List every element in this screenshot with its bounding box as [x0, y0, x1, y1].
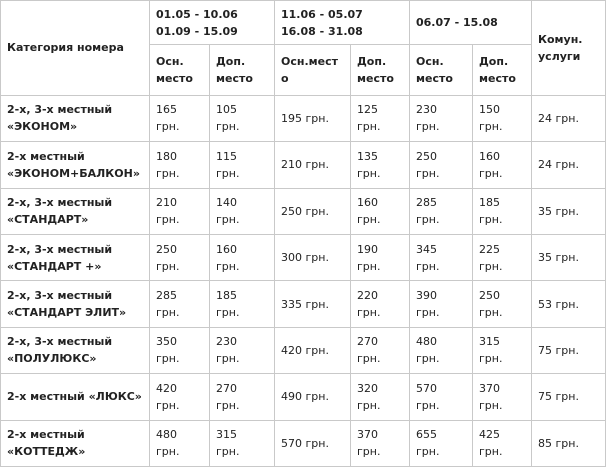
price-value: 115 [216, 149, 237, 163]
price-value: 210 грн. [281, 158, 329, 172]
price-value: 250 [479, 289, 500, 303]
p3-extra-header [473, 45, 532, 95]
p3-extra-header-line-1: Доп. [479, 55, 509, 69]
price-unit: грн. [156, 398, 180, 412]
category-line-2: «СТАНДАРТ» [7, 213, 89, 227]
price-unit: грн. [156, 352, 180, 366]
p3-main-cell [410, 374, 473, 420]
p2-extra-cell [351, 234, 410, 280]
price-unit: грн. [156, 166, 180, 180]
price-unit: грн. [156, 259, 180, 273]
category-line-2: «ЭКОНОМ» [7, 120, 78, 134]
p1-main-cell [150, 188, 210, 234]
price-value: 490 грн. [281, 390, 329, 404]
p3-main-cell [410, 95, 473, 141]
row-category [1, 420, 150, 466]
price-value: 195 грн. [281, 111, 329, 125]
row-category [1, 188, 150, 234]
utilities-value: 75 грн. [538, 390, 579, 404]
price-unit: грн. [357, 166, 381, 180]
category-header-label: Категория номера [7, 41, 124, 55]
p2-main-header [275, 45, 351, 95]
utilities-value: 24 грн. [538, 111, 579, 125]
p2-main-cell [275, 420, 351, 466]
p2-main-cell [275, 142, 351, 188]
p1-extra-header-line-1: Доп. [216, 55, 246, 69]
p1-main-header-line-2: место [156, 72, 193, 86]
price-unit: грн. [416, 166, 440, 180]
category-header [1, 1, 150, 96]
price-value: 655 [416, 428, 437, 442]
category-line-1: 2-х, 3-х местный [7, 242, 113, 256]
p1-main-cell [150, 281, 210, 327]
price-unit: грн. [357, 306, 381, 320]
price-unit: грн. [416, 259, 440, 273]
utilities-cell [532, 281, 606, 327]
price-unit: грн. [216, 120, 240, 134]
p3-main-cell [410, 142, 473, 188]
row-category [1, 327, 150, 373]
utilities-header-line-1: Комун. [538, 32, 583, 46]
category-line-1: 2-х, 3-х местный [7, 196, 113, 210]
row-category [1, 142, 150, 188]
price-unit: грн. [479, 166, 503, 180]
price-unit: грн. [479, 259, 503, 273]
p3-main-header [410, 45, 473, 95]
p3-extra-cell [473, 188, 532, 234]
utilities-value: 35 грн. [538, 251, 579, 265]
price-unit: грн. [216, 445, 240, 459]
price-value: 285 [416, 196, 437, 210]
utilities-value: 85 грн. [538, 436, 579, 450]
p3-main-header-line-1: Осн. [416, 55, 444, 69]
price-value: 420 [156, 381, 177, 395]
p2-extra-cell [351, 420, 410, 466]
price-unit: грн. [357, 120, 381, 134]
p3-main-cell [410, 188, 473, 234]
p2-main-cell [275, 281, 351, 327]
price-unit: грн. [357, 445, 381, 459]
price-value: 125 [357, 103, 378, 117]
p1-extra-cell [210, 374, 275, 420]
price-value: 315 [479, 335, 500, 349]
table-row [1, 234, 606, 280]
price-unit: грн. [479, 352, 503, 366]
category-line-1: 2-х, 3-х местный [7, 289, 113, 303]
utilities-value: 24 грн. [538, 158, 579, 172]
category-line-1: 2-х, 3-х местный [7, 335, 113, 349]
utilities-value: 53 грн. [538, 297, 579, 311]
price-unit: грн. [156, 120, 180, 134]
price-value: 270 [216, 381, 237, 395]
p2-extra-cell [351, 188, 410, 234]
price-value: 140 [216, 196, 237, 210]
utilities-cell [532, 374, 606, 420]
p2-extra-cell [351, 327, 410, 373]
category-line-2: «СТАНДАРТ +» [7, 259, 102, 273]
p3-extra-cell [473, 234, 532, 280]
price-value: 230 [216, 335, 237, 349]
table-row [1, 188, 606, 234]
category-line-2: «ПОЛУЛЮКС» [7, 352, 97, 366]
row-category [1, 234, 150, 280]
price-unit: грн. [416, 120, 440, 134]
period-2-header [275, 1, 410, 45]
price-unit: грн. [216, 306, 240, 320]
price-value: 345 [416, 242, 437, 256]
price-unit: грн. [416, 306, 440, 320]
utilities-value: 35 грн. [538, 204, 579, 218]
utilities-header-line-2: услуги [538, 49, 581, 63]
price-value: 390 [416, 289, 437, 303]
p2-extra-header-line-2: место [357, 72, 394, 86]
p2-main-cell [275, 374, 351, 420]
p2-extra-header-line-1: Доп. [357, 55, 387, 69]
category-line-1: 2-х местный [7, 149, 85, 163]
period-3-line-1: 06.07 - 15.08 [416, 16, 498, 30]
price-unit: грн. [479, 445, 503, 459]
price-value: 300 грн. [281, 251, 329, 265]
p2-extra-cell [351, 142, 410, 188]
utilities-cell [532, 188, 606, 234]
utilities-cell [532, 234, 606, 280]
price-value: 250 грн. [281, 204, 329, 218]
p2-extra-cell [351, 95, 410, 141]
price-value: 230 [416, 103, 437, 117]
period-2-line-2: 16.08 - 31.08 [281, 24, 363, 38]
p1-extra-cell [210, 234, 275, 280]
p1-extra-header [210, 45, 275, 95]
p3-extra-header-line-2: место [479, 72, 516, 86]
price-unit: грн. [479, 120, 503, 134]
category-line-1: 2-х местный [7, 428, 85, 442]
p2-main-header-line-1: Осн.место [281, 55, 338, 86]
price-value: 135 [357, 149, 378, 163]
period-1-line-1: 01.05 - 10.06 [156, 7, 238, 21]
table-row [1, 374, 606, 420]
category-line-2: «КОТТЕДЖ» [7, 445, 86, 459]
table-row [1, 327, 606, 373]
price-unit: грн. [479, 398, 503, 412]
price-unit: грн. [216, 398, 240, 412]
price-unit: грн. [416, 352, 440, 366]
p1-main-cell [150, 142, 210, 188]
p3-extra-cell [473, 281, 532, 327]
row-category [1, 95, 150, 141]
p1-extra-cell [210, 420, 275, 466]
utilities-cell [532, 142, 606, 188]
price-value: 425 [479, 428, 500, 442]
row-category [1, 281, 150, 327]
price-unit: грн. [216, 259, 240, 273]
price-unit: грн. [156, 306, 180, 320]
p1-extra-header-line-2: место [216, 72, 253, 86]
price-value: 420 грн. [281, 343, 329, 357]
p3-main-cell [410, 281, 473, 327]
price-value: 335 грн. [281, 297, 329, 311]
price-value: 160 [357, 196, 378, 210]
price-value: 370 [479, 381, 500, 395]
price-value: 320 [357, 381, 378, 395]
price-value: 190 [357, 242, 378, 256]
price-unit: грн. [357, 352, 381, 366]
price-value: 220 [357, 289, 378, 303]
p1-extra-cell [210, 142, 275, 188]
p1-extra-cell [210, 95, 275, 141]
p1-extra-cell [210, 188, 275, 234]
price-value: 570 грн. [281, 436, 329, 450]
p3-extra-cell [473, 95, 532, 141]
price-value: 105 [216, 103, 237, 117]
p3-extra-cell [473, 142, 532, 188]
p3-main-cell [410, 420, 473, 466]
period-2-line-1: 11.06 - 05.07 [281, 7, 363, 21]
price-value: 225 [479, 242, 500, 256]
p3-extra-cell [473, 327, 532, 373]
price-unit: грн. [216, 213, 240, 227]
p2-extra-header [351, 45, 410, 95]
price-unit: грн. [416, 398, 440, 412]
utilities-value: 75 грн. [538, 343, 579, 357]
utilities-cell [532, 420, 606, 466]
p2-extra-cell [351, 281, 410, 327]
table-row [1, 95, 606, 141]
p3-main-header-line-2: место [416, 72, 453, 86]
period-1-line-2: 01.09 - 15.09 [156, 24, 238, 38]
p1-main-cell [150, 95, 210, 141]
p2-main-cell [275, 188, 351, 234]
price-unit: грн. [357, 259, 381, 273]
price-value: 185 [216, 289, 237, 303]
price-unit: грн. [156, 445, 180, 459]
price-value: 370 [357, 428, 378, 442]
price-unit: грн. [216, 166, 240, 180]
price-value: 480 [156, 428, 177, 442]
p1-extra-cell [210, 327, 275, 373]
p2-main-cell [275, 95, 351, 141]
price-value: 480 [416, 335, 437, 349]
price-value: 160 [216, 242, 237, 256]
p3-main-cell [410, 327, 473, 373]
price-unit: грн. [416, 213, 440, 227]
price-unit: грн. [357, 213, 381, 227]
table-row [1, 281, 606, 327]
row-category [1, 374, 150, 420]
utilities-cell [532, 95, 606, 141]
p1-main-cell [150, 234, 210, 280]
p3-extra-cell [473, 374, 532, 420]
period-3-header [410, 1, 532, 45]
category-line-2: «СТАНДАРТ ЭЛИТ» [7, 306, 127, 320]
price-value: 250 [416, 149, 437, 163]
period-1-header [150, 1, 275, 45]
p2-main-cell [275, 234, 351, 280]
price-unit: грн. [156, 213, 180, 227]
price-value: 160 [479, 149, 500, 163]
p1-main-header-line-1: Осн. [156, 55, 184, 69]
price-value: 150 [479, 103, 500, 117]
p3-main-cell [410, 234, 473, 280]
table-row [1, 142, 606, 188]
table-row [1, 420, 606, 466]
price-value: 180 [156, 149, 177, 163]
price-unit: грн. [216, 352, 240, 366]
p2-extra-cell [351, 374, 410, 420]
p1-main-cell [150, 420, 210, 466]
p2-main-cell [275, 327, 351, 373]
utilities-header [532, 1, 606, 96]
price-value: 185 [479, 196, 500, 210]
price-unit: грн. [479, 306, 503, 320]
utilities-cell [532, 327, 606, 373]
price-unit: грн. [416, 445, 440, 459]
p1-main-header [150, 45, 210, 95]
p1-extra-cell [210, 281, 275, 327]
p1-main-cell [150, 374, 210, 420]
price-value: 270 [357, 335, 378, 349]
price-value: 165 [156, 103, 177, 117]
price-value: 285 [156, 289, 177, 303]
p3-extra-cell [473, 420, 532, 466]
category-line-2: «ЭКОНОМ+БАЛКОН» [7, 166, 140, 180]
category-line-1: 2-х, 3-х местный [7, 103, 113, 117]
p1-main-cell [150, 327, 210, 373]
price-value: 210 [156, 196, 177, 210]
price-unit: грн. [479, 213, 503, 227]
header-row-periods [1, 1, 606, 45]
price-value: 315 [216, 428, 237, 442]
category-line-1: 2-х местный «ЛЮКС» [7, 390, 142, 404]
price-unit: грн. [357, 398, 381, 412]
price-value: 250 [156, 242, 177, 256]
price-value: 570 [416, 381, 437, 395]
price-value: 350 [156, 335, 177, 349]
